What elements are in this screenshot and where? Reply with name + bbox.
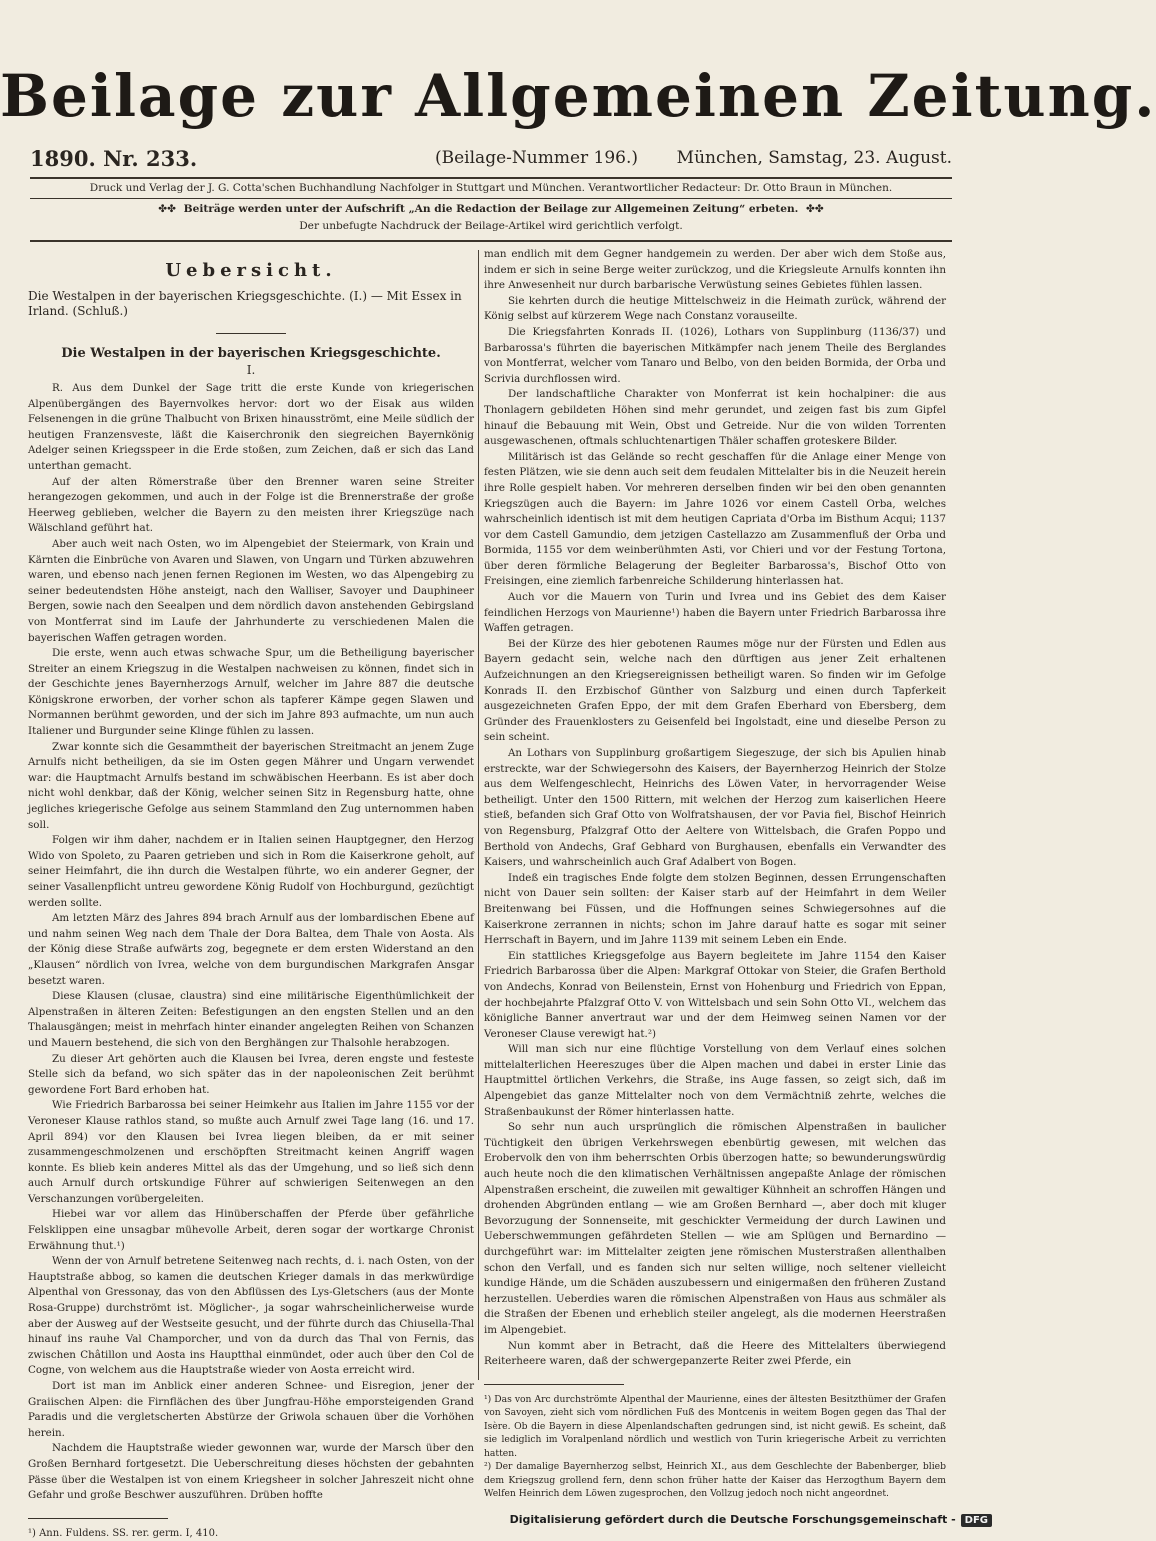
paragraph: Sie kehrten durch die heutige Mittelschweiz in die Heimath zurück, während der König selbst auf kürzerem Wege nach Constanz vorauseilte.: [484, 294, 946, 323]
ornament-right-icon: ✤✤: [806, 203, 824, 215]
article-title: Die Westalpen in der bayerischen Kriegsgeschichte.: [61, 346, 441, 361]
paragraph: Zu dieser Art gehörten auch die Klausen bei Ivrea, deren engste und festeste Stelle sich da befand, wo sich später das in der napoleonischen Zeit berühmt gewordene Fort Bard erhoben hat.: [28, 1052, 474, 1096]
paragraph: Aber auch weit nach Osten, wo im Alpengebiet der Steiermark, von Krain und Kärnten die Einbrüche von Avaren und Slawen, von Ungarn und Türken abzuwehren waren, und ebenso nach jenen fernen Regionen im Westen, wo das Alpengebirg zu seiner bedeutendsten Höhe ansteigt, nach den Walliser, Savoyer und Dauphineer Bergen, sowie nach den Seealpen und dem nördlich davon anstehenden Gebirgsland von Montferrat sind im Laufe der Jahrhunderte zu verschiedenen Malen die bayerischen Waffen getragen worden.: [28, 537, 474, 644]
publisher-line: Druck und Verlag der J. G. Cotta'schen Buchhandlung Nachfolger in Stuttgart und München. Verantwortlicher Redacteur: Dr. Otto Braun in München.: [89, 182, 893, 194]
toc-title: Uebersicht.: [165, 260, 337, 281]
paragraph: Ein stattliches Kriegsgefolge aus Bayern begleitete im Jahre 1154 den Kaiser Friedrich Barbarossa über die Alpen: Markgraf Ottokar von Steier, die Grafen Berthold von Andechs, Konrad von Beilenstein, Ernst von Hohenburg und Friedrich von Eppan, der hochbejahrte Pfalzgraf Otto V. von Wittelsbach und sein Sohn Otto VI., welchem das königliche Banner anvertraut war und der dem Heimweg seinen Namen vor der Veroneser Clause verewigt hat.²): [484, 949, 946, 1040]
paragraph: Wie Friedrich Barbarossa bei seiner Heimkehr aus Italien im Jahre 1155 vor der Veroneser Klause rathlos stand, so mußte auch Arnulf zwei Tage lang (16. und 17. April 894) vor den Klausen bei Ivrea liegen bleiben, da er mit seiner zusammengeschmolzenen und erschöpften Streitmacht keinen Angriff wagen konnte. Es blieb kein anderes Mittel als das der Umgehung, und so ließ sich denn auch Arnulf durch ortskundige Führer auf schwierigen Seitenwegen an den Verschanzungen vorübergeleiten.: [28, 1099, 474, 1205]
paragraph: Nachdem die Hauptstraße wieder gewonnen war, wurde der Marsch über den Großen Bernhard fortgesetzt. Die Ueberschreitung dieses höchsten der gebahnten Pässe über die Westalpen ist von einem Kriegsheer in solcher Jahreszeit nicht ohne Gefahr und große Beschwer auszuführen. Drüben hoffte: [28, 1442, 474, 1502]
header-rule-middle: [30, 198, 952, 199]
right-column: [484, 247, 946, 1501]
footnote-rule: [484, 1384, 624, 1385]
paragraph: Nun kommt aber in Betracht, daß die Heere des Mittelalters überwiegend Reiterheere waren, daß der schwergepanzerte Reiter zwei Pferde, ein: [484, 1339, 946, 1368]
issue-date: München, Samstag, 23. August.: [676, 148, 952, 168]
digitization-stamp: [510, 1513, 992, 1527]
paragraph: Hiebei war vor allem das Hinüberschaffen der Pferde über gefährliche Felsklippen eine unsagbar mühevolle Arbeit, deren sogar der wortkarge Chronist Erwähnung thut.¹): [28, 1208, 474, 1252]
paragraph: Zwar konnte sich die Gesammtheit der bayerischen Streitmacht an jenem Zuge Arnulfs nicht betheiligen, da sie im Osten gegen Mährer und Ungarn verwendet war: die Hauptmacht Arnulfs bestand im schwäbischen Heerbann. Es ist aber doch nicht wohl denkbar, daß der König, welcher seinen Sitz in Regensburg hatte, ohne jegliches kriegerische Gefolge aus seinem Stammland den Zug unternommen haben soll.: [28, 740, 474, 831]
paragraph: Am letzten März des Jahres 894 brach Arnulf aus der lombardischen Ebene auf und nahm seinen Weg nach dem Thale der Dora Baltea, dem Thale von Aosta. Als der König diese Straße aufwärts zog, begegnete er dem ersten Widerstand an den „Klausen“ nördlich von Ivrea, welche von dem burgundischen Markgrafen Ansgar besetzt waren.: [28, 912, 474, 987]
footnote-rule: [28, 1518, 168, 1519]
paragraph: Militärisch ist das Gelände so recht geschaffen für die Anlage einer Menge von festen Plätzen, wie sie denn auch seit dem feudalen Mittelalter bis in die Neuzeit herein ihre Rolle gespielt haben. Vor mehreren derselben finden wir bei den oben genannten Kriegszügen auch die Bayern: im Jahre 1026 vor einem Castell Orba, welches wahrscheinlich identisch ist mit dem heutigen Capriata d'Orba im Bisthum Acqui; 1137 vor dem Castell Gamundio, dem jetzigen Castellazzo am Zusammenfluß der Orba und Bormida, 1155 vor dem weinberühmten Asti, vor Chieri und vor der Festung Tortona, über deren förmliche Belagerung der Begleiter Barbarossa's, Bischof Otto von Freisingen, eine ziemlich farbenreiche Schilderung hinterlassen hat.: [484, 450, 946, 588]
paragraph: Folgen wir ihm daher, nachdem er in Italien seinen Hauptgegner, den Herzog Wido von Spoleto, zu Paaren getrieben und sich in Rom die Kaiserkrone geholt, auf seiner Heimfahrt, die ihn durch die Westalpen führte, wo ein anderer Gegner, der seiner Vasallenpflicht untreu gewordene König Rudolf von Hochburgund, gezüchtigt werden sollte.: [28, 834, 474, 909]
footnote: ²) Der damalige Bayernherzog selbst, Heinrich XI., aus dem Geschlechte der Babenberger, blieb dem Kriegszug grollend fern, denn schon früher hatte der Kaiser das Herzogthum Bayern dem Welfen Heinrich dem Löwen zugesprochen, den Vollzug jedoch noch nicht angeordnet.: [484, 1461, 946, 1500]
masthead-title: Beilage zur Allgemeinen Zeitung.: [0, 62, 1156, 130]
paragraph: So sehr nun auch ursprünglich die römischen Alpenstraßen in baulicher Tüchtigkeit den übrigen Verkehrswegen ebenbürtig gewesen, mit welchen das Erobervolk den von ihm beherrschten Orbis überzogen hatte; so bewunderungswürdig auch heute noch die den klimatischen Verhältnissen angepaßte Anlage der römischen Alpenstraßen erscheint, die zuweilen mit gewaltiger Kühnheit an schroffen Hängen und drohenden Abgründen entlang — wie am Großen Bernhard —, aber doch mit kluger Bevorzugung der Sonnenseite, mit geschickter Vermeidung der durch Lawinen und Ueberschwemmungen gefährdeten Stellen — wie am Splügen und Bernardino — durchgeführt war: im Mittelalter zeigten jene römischen Musterstraßen allenthalben schon den Verfall, und es fanden sich nur selten willige, noch seltener vielleicht kundige Hände, um die Schäden auszubessern und einigermaßen den früheren Zustand herzustellen. Ueberdies waren die römischen Alpenstraßen von Haus aus schmäler als die Straßen der Ebenen und erheblich steiler angelegt, als die modernen Heerstraßen im Alpengebiet.: [484, 1121, 946, 1336]
toc-rule: [216, 333, 286, 334]
paragraph: Der landschaftliche Charakter von Monferrat ist kein hochalpiner: die aus Thonlagern gebildeten Höhen sind mehr gerundet, und zeigen fast bis zum Gipfel hinauf die Bebauung mit Wein, Obst und Getreide. Nur die von wilden Torrenten ausgewaschenen, oftmals schluchtenartigen Thäler schaffen groteskere Bilder.: [484, 388, 946, 448]
ornament-left-icon: ✤✤: [158, 203, 176, 215]
paragraph: Auch vor die Mauern von Turin und Ivrea und ins Gebiet des dem Kaiser feindlichen Herzogs von Maurienne¹) haben die Bayern unter Friedrich Barbarossa ihre Waffen getragen.: [484, 591, 946, 635]
paragraph: Wenn der von Arnulf betretene Seitenweg nach rechts, d. i. nach Osten, von der Hauptstraße abbog, so kamen die deutschen Krieger damals in das merkwürdige Alpenthal von Gressonay, das von den Abflüssen des Lys-Gletschers (aus der Monte Rosa-Gruppe) durchströmt ist. Möglicher-, ja sogar wahrscheinlicherweise wurde aber der Ausweg auf der Westseite gesucht, und der führte durch das Chiusella-Thal hinauf ins rauhe Val Champorcher, und von da durch das Thal von Fernis, das zwischen Châtillon und Aosta ins Hauptthal einmündet, oder auch über den Col de Cogne, von welchem aus die Hauptstraße wieder von Aosta erreicht wird.: [28, 1255, 474, 1377]
digitization-stamp-text: Digitalisierung gefördert durch die Deutsche Forschungsgemeinschaft -: [509, 1513, 956, 1526]
article-part: I.: [246, 363, 256, 377]
header-rule-top: [30, 177, 952, 179]
paragraph: Auf der alten Römerstraße über den Brenner waren seine Streiter herangezogen gekommen, und auch in der Folge ist die Brennerstraße der große Heerweg geblieben, welcher die Bayern zu den meisten ihrer Kriegszüge nach Wälschland geführt hat.: [28, 475, 474, 535]
paragraph: Die Kriegsfahrten Konrads II. (1026), Lothars von Supplinburg (1136/37) und Barbarossa's führten die bayerischen Mitkämpfer nach jenem Theile des Berglandes von Montferrat, welcher vom Tanaro und Belbo, von den beiden Bormida, der Orba und Scrivia durchflossen wird.: [484, 325, 946, 385]
dfg-logo: DFG: [961, 1514, 992, 1527]
submission-notice: [30, 203, 952, 215]
paragraph: Bei der Kürze des hier gebotenen Raumes möge nur der Fürsten und Edlen aus Bayern gedacht sein, welche nach den dürftigen aus jener Zeit erhaltenen Aufzeichnungen an den Kriegsereignissen betheiligt waren. So finden wir im Gefolge Konrads II. den Erzbischof Günther von Salzburg und einen durch Tapferkeit ausgezeichneten Grafen Eppo, der mit dem Grafen Eberhard von Ebersberg, dem Gründer des Frauenklosters zu Geisenfeld bei Ingolstadt, eine und dieselbe Person zu sein scheint.: [484, 637, 946, 744]
paragraph: man endlich mit dem Gegner handgemein zu werden. Der aber wich dem Stoße aus, indem er sich in seine Berge weiter zurückzog, und die Kriegsleute Arnulfs konnten ihn ihre Anwesenheit nur durch barbarische Verwüstung seines Gebietes fühlen lassen.: [484, 248, 946, 292]
issue-number: 1890. Nr. 233.: [30, 146, 198, 171]
column-divider: [478, 250, 479, 1380]
footnote: ¹) Ann. Fuldens. SS. rer. germ. I, 410.: [28, 1527, 219, 1539]
submission-notice-text: Beiträge werden unter der Aufschrift „An die Redaction der Beilage zur Allgemeinen Zeitung“ erbeten.: [183, 203, 799, 215]
supplement-number: (Beilage-Nummer 196.): [435, 148, 639, 168]
paragraph: Die erste, wenn auch etwas schwache Spur, um die Betheiligung bayerischer Streiter an einem Kriegszug in die Westalpen nachweisen zu können, findet sich in der Geschichte jenes Bayernherzogs Arnulf, welcher im Jahre 887 die deutsche Königskrone erworben, der vorher schon als tapferer Kämpe gegen Slawen und Normannen berühmt geworden, und der sich im Jahre 893 aufmachte, um nun auch Italiener und Burgunder seine Klinge fühlen zu lassen.: [28, 647, 474, 738]
paragraph: R. Aus dem Dunkel der Sage tritt die erste Kunde von kriegerischen Alpenübergängen des Bayernvolkes hervor: dort wo der Eisak aus wilden Felsenengen in die grüne Thalbucht von Brixen hinausströmt, eine Meile südlich der heutigen Franzensveste, läßt die Kaiserchronik den siegreichen Bayernkönig Adelger seinen Kriegsspeer in die Erde stoßen, zum Zeichen, daß er sich das Land unterthan gemacht.: [28, 382, 474, 472]
reprint-notice: Der unbefugte Nachdruck der Beilage-Artikel wird gerichtlich verfolgt.: [299, 220, 683, 232]
paragraph: Diese Klausen (clusae, claustra) sind eine militärische Eigenthümlichkeit der Alpenstraßen in älteren Zeiten: Befestigungen an den engsten Stellen und an den Thalausgängen; meist in mehrfach hinter einander angelegten Reihen von Schanzen und Mauern bestehend, die sich von den Berghängen zur Thalsohle herabzogen.: [28, 990, 474, 1049]
issue-line: [30, 146, 952, 176]
paragraph: Indeß ein tragisches Ende folgte dem stolzen Beginnen, dessen Errungenschaften nicht von Dauer sein sollten: der Kaiser starb auf der Heimfahrt in dem Weiler Breitenwang bei Füssen, und die Hoffnungen seines Schwiegersohnes auf die Kaiserkrone zerrannen in nichts; schon im Jahre darauf hatte es sogar mit seiner Herrschaft in Bayern, und im Jahre 1139 mit seinem Leben ein Ende.: [484, 871, 946, 947]
footnote: ¹) Das von Arc durchströmte Alpenthal der Maurienne, eines der ältesten Besitzthümer der Grafen von Savoyen, zieht sich vom nördlichen Fuß des Montcenis in weitem Bogen gegen das Thal der Isère. Ob die Bayern in diese Alpenlandschaften gedrungen sind, ist nicht gewiß. Es scheint, daß sie lediglich im Voralpenland nördlich und westlich von Turin kriegerische Arbeit zu verrichten hatten.: [484, 1393, 946, 1459]
header-rule-bottom: [30, 240, 952, 242]
paragraph: An Lothars von Supplinburg großartigem Siegeszuge, der sich bis Apulien hinab erstreckte, war der Schwiegersohn des Kaisers, der Bayernherzog Heinrich der Stolze aus dem Welfengeschlecht, Heinrichs des Löwen Vater, in hervorragender Weise betheiligt. Unter den 1500 Rittern, mit welchen der Herzog zum kaiserlichen Heere stieß, befanden sich Graf Otto von Wolfratshausen, der vor Pavia fiel, Bischof Heinrich von Regensburg, Pfalzgraf Otto der Aeltere von Wittelsbach, die Grafen Poppo und Berthold von Andechs, Graf Gebhard von Burghausen, ebenfalls ein Verwandter des Kaisers, und wahrscheinlich auch Graf Adalbert von Bogen.: [484, 747, 946, 869]
paragraph: Will man sich nur eine flüchtige Vorstellung von dem Verlauf eines solchen mittelalterlichen Heereszuges über die Alpen machen und dabei in erster Linie das Hauptmittel örtlichen Verkehrs, die Straße, ins Auge fassen, so zeigt sich, daß im Alpengebiet das ganze Mittelalter noch von dem Vermächtniß zehrte, welches die Straßenbaukunst der Römer hinterlassen hatte.: [484, 1043, 946, 1118]
left-column: [28, 252, 474, 1541]
paragraph: Dort ist man im Anblick einer anderen Schnee- und Eisregion, jener der Graiischen Alpen: die Firnflächen des über Jungfrau-Höhe emporsteigenden Grand Paradis und die vergletscherten Abstürze der Griwola schauen über die Vorhöhen herein.: [28, 1380, 474, 1439]
toc-text: Die Westalpen in der bayerischen Kriegsgeschichte. (I.) — Mit Essex in Irland. (Schluß.): [28, 289, 462, 318]
